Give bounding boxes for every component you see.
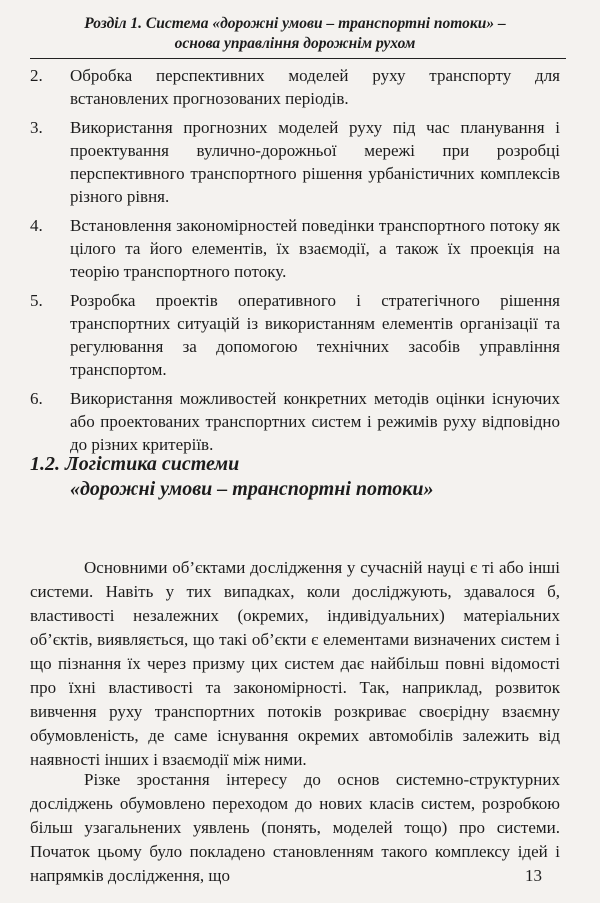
section-heading-line-2: «дорожні умови – транспортні потоки»: [70, 478, 434, 500]
list-item: [30, 64, 560, 110]
list-item-number: 2.: [30, 66, 43, 85]
header-line-2: основа управління дорожнім рухом: [174, 35, 416, 52]
list-item-number: 3.: [30, 118, 43, 137]
running-header: [30, 14, 560, 54]
body-paragraph: Основними об’єктами дослідження у сучасній науці є ті або інші системи. Навіть у тих випадках, коли досліджують, здавалося б, властивості незалежних (окремих, індивідуальних) матеріальних об’єктів, виявляється, що такі об’єкти є елементами визначених систем і що пізнання їх через призму цих систем дає найбільш повні відомості про їхні властивості та закономірності. Так, наприклад, розвиток вивчення руху транспортних потоків розкриває своєрідну взаємну обумовленість, де саме існування окремих автомобілів залежить від наявності інших і взаємодії між ними.: [30, 558, 560, 769]
list-item-number: 4.: [30, 216, 43, 235]
list-item-text: Встановлення закономірностей поведінки транспортного потоку як цілого та його елементів, їх взаємодії, а також їх проекція на теорію транспортного потоку.: [70, 216, 560, 281]
section-heading: [30, 452, 434, 502]
list-item-text: Використання прогнозних моделей руху під час планування і проектування вулично-дорожньої мережі при розробці перспективного транспортного рішення урбаністичних комплексів різного рівня.: [70, 118, 560, 206]
body-paragraph: Різке зростання інтересу до основ системно-структурних досліджень обумовлено переходом до нових класів систем, розробкою більш узагальнених уявлень (понять, моделей тощо) про системи. Початок цьому було покладено становленням такого комплексу ідей і напрямків дослідження, що: [30, 770, 560, 885]
list-item-number: 6.: [30, 389, 43, 408]
list-item-text: Обробка перспективних моделей руху транспорту для встановлених прогнозованих періодів.: [70, 66, 560, 108]
list-item-text: Використання можливостей конкретних методів оцінки існуючих або проектованих транспортних систем і режимів руху відповідно до різних критеріїв.: [70, 389, 560, 454]
list-item: [30, 214, 560, 283]
list-item: [30, 116, 560, 208]
numbered-list: [30, 64, 560, 462]
header-line-1: Розділ 1. Система «дорожні умови – транспортні потоки» –: [84, 15, 506, 32]
list-item-number: 5.: [30, 291, 43, 310]
list-item: [30, 387, 560, 456]
list-item: [30, 289, 560, 381]
header-rule: [30, 58, 566, 59]
section-heading-line-1: 1.2. Логістика системи: [30, 453, 240, 475]
page-number: 13: [525, 866, 542, 885]
list-item-text: Розробка проектів оперативного і стратегічного рішення транспортних ситуацій із використанням елементів організації та регулювання за допомогою технічних засобів управління транспортом.: [70, 291, 560, 379]
